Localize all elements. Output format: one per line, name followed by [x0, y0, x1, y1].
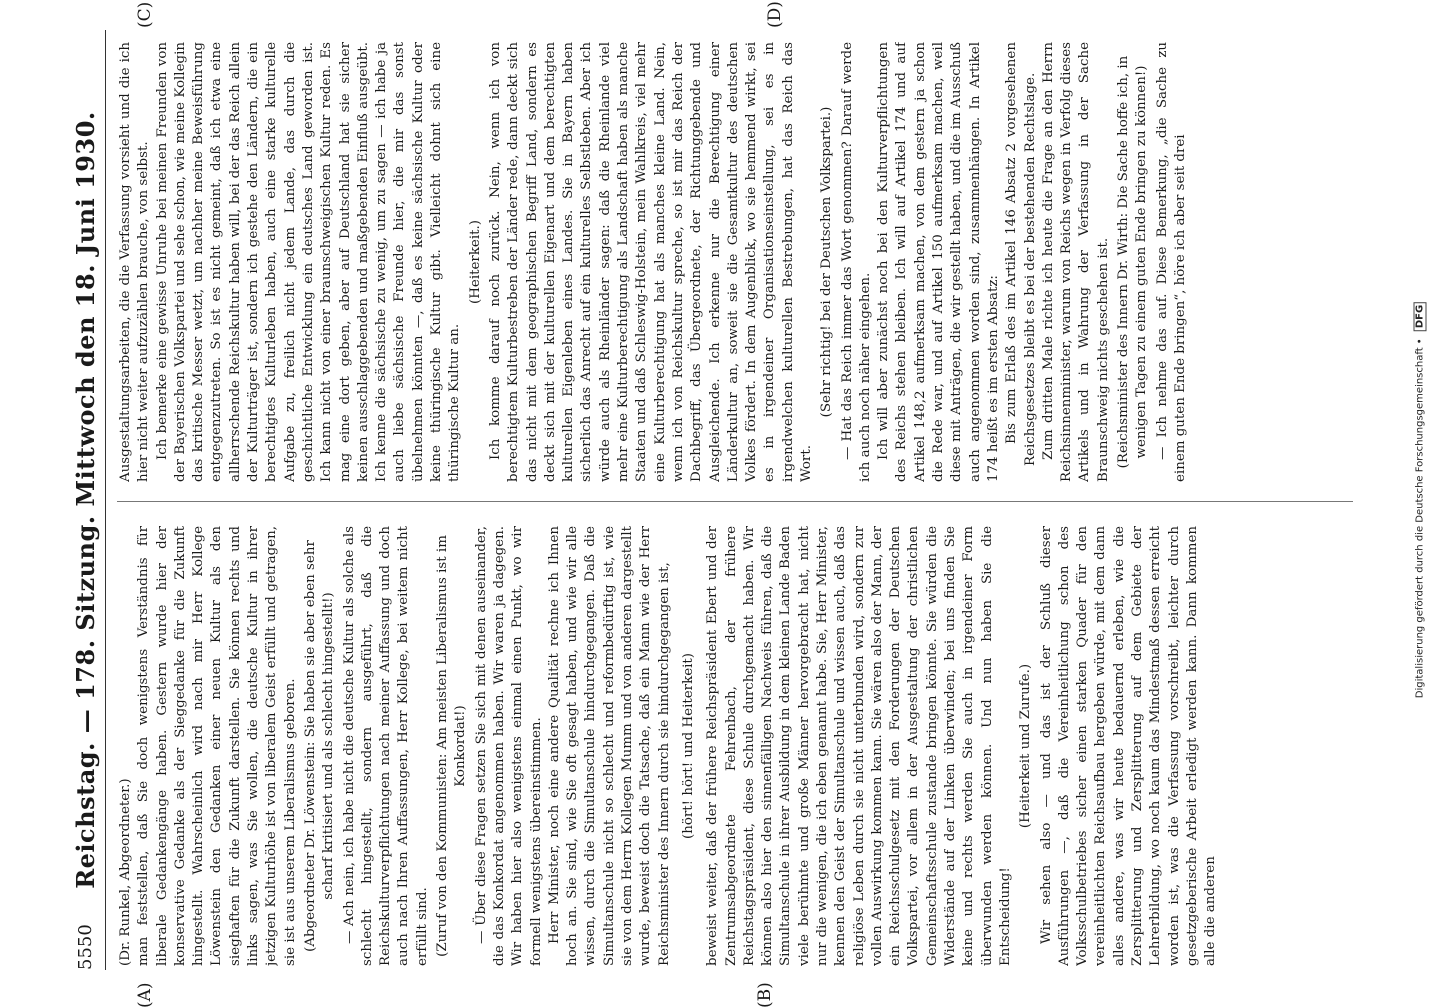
paragraph: man feststellen, daß Sie doch wenigstens Verständnis für liberale Gedankengänge haben. Gestern wurde hier der konservative Gedanke als der Sieggedanke für die Zukunft hingestellt. Wahrscheinlich wird nach mir Herr Kollege Löwenstein den Gedanken einer neuen Kultur als den sieghaften für die Zukunft darstellen. Sie können rechts und links sagen, was Sie wollen, die deutsche Kultur in ihrer jetzigen Kulturhöhe ist von liberalem Geist erfüllt und getragen, sie ist aus unserem Liberalismus geboren.: [136, 526, 298, 966]
digitization-credit: [1415, 302, 1426, 698]
margin-marker-c: (C): [135, 1, 155, 28]
interjection: (Abgeordneter Dr. Löwenstein: Sie haben sie aber eben sehr scharf kritisiert und als schlecht hingestellt!): [302, 540, 337, 952]
margin-marker-d: (D): [765, 1, 785, 28]
interjection: (hört! hört! und Heiterkeit): [680, 652, 696, 840]
running-title: Reichstag. — 178. Sitzung. Mittwoch den 18. Juni 1930.: [71, 111, 100, 889]
left-column: [117, 526, 1353, 966]
paragraph: Ich komme darauf noch zurück. Nein, wenn ich von berechtigtem Kulturbestreben der Länder rede, dann deckt sich das nicht mit dem geographischen Begriff Land, sondern es deckt sich mit der kulturellen Eigenart und dem berechtigten kulturellen Eigenleben eines Landes. Sie in Bayern haben sicherlich das Anrecht auf ein kulturelles Selbstleben. Aber ich würde auch als Rheinländer sagen: daß die Rheinlande viel mehr eine Kulturberechtigung als Landschaft haben als manche Staaten und daß Schleswig-Holstein, mein Wahlkreis, viel mehr eine Kulturberechtigung hat als manches kleine Land. Nein, wenn ich von Reichskultur spreche, so ist mir das Reich der Dachbegriff, das Übergeordnete, der Richtunggebende und Ausgleichende. Ich erkenne nur die Berechtigung einer Länderkultur an, soweit sie die Gesamtkultur des deutschen Volkes fördert. In dem Augenblick, wo sie hemmend wirkt, sei es in irgendeiner Organisationseinstellung, sei es in irgendwelchen kulturellen Bestrebungen, hat das Reich das Wort.: [487, 42, 814, 482]
paragraph: Ausgestaltungsarbeiten, die die Verfassung vorsieht und die ich hier nicht weiter aufzuzählen brauche, von selbst.: [118, 42, 152, 482]
paragraph: Ich will aber zunächst noch bei den Kulturverpflichtungen des Reichs stehen bleiben. Ich will auf Artikel 174 und auf Artikel 148,2 aufmerksam machen, von dem gestern ja schon die Rede war, und auf Artikel 150 aufmerksam machen, weil diese mit Anträgen, die wir gestellt haben, und die im Ausschuß auch angenommen worden sind, zusammenhängen. In Artikel 174 heißt es im ersten Absatz:: [876, 42, 1001, 482]
interjection: (Zuruf von den Kommunisten: Am meisten Liberalismus ist im Konkordat!): [435, 535, 469, 957]
quoted-article: Bis zum Erlaß des im Artikel 146 Absatz 2 vorgesehenen Reichsgesetzes bleibt es bei der bestehenden Rechtslage.: [1004, 42, 1038, 466]
margin-marker-a: (A): [135, 982, 155, 1008]
paragraph: — Ach nein, ich habe nicht die deutsche Kultur als solche als schlecht hingestellt, sondern ausgeführt, daß die Reichskulturverpflichtungen nach meiner Auffassung und doch auch nach Ihren Auffassungen, Herr Kollege, bei weitem nicht erfüllt sind.: [341, 526, 430, 966]
paragraph: Wir sehen also — und das ist der Schluß dieser Ausführungen —, daß die Vereinheitlichung schon des Volksschulbetriebes sicher einen starken Quader für den vereinheitlichten Reichsaufbau hergeben würde, mit dem dann alles andere, was wir heute bedauernd erleben, wie die Zersplitterung und Zersplitterung auf dem Gebiete der Lehrerbildung, wo noch kaum das Mindestmaß dessen erreicht worden ist, was die Verfassung vorschreibt, leichter durch gesetzgeberische Arbeit erledigt werden kann. Dann kommen alle die anderen: [1038, 526, 1219, 966]
margin-marker-b: (B): [755, 982, 775, 1008]
paragraph: — Über diese Fragen setzen Sie sich mit denen auseinander, die das Konkordat angenommen haben. Wir waren ja dagegen. Wir haben hier also wenigstens einmal einen Punkt, wo wir formell wenigstens übereinstimmen.: [473, 526, 544, 966]
credit-text: Digitalisierung gefördert durch die Deutsche Forschungsgemeinschaft •: [1414, 338, 1426, 699]
paragraph: Herr Minister, noch eine andere Qualität rechne ich Ihnen hoch an. Sie sind, wie Sie oft gesagt haben, und wie wir alle wissen, durch die Simultanschule hindurchgegangen. Daß die Simultanschule nicht so schlecht und reformbedürftig ist, wie sie von dem Herrn Kollegen Mumm und von anderen dargestellt wurde, beweist doch die Tatsache, daß ein Mann wie der Herr Reichsminister des Innern durch sie hindurchgegangen ist,: [546, 526, 672, 966]
column-divider: [117, 501, 1353, 502]
speaker-line: (Dr. Runkel, Abgeordneter.): [118, 778, 133, 966]
interjection: (Heiterkeit und Zurufe.): [1018, 663, 1034, 829]
dfg-logo: DFG: [1414, 302, 1427, 331]
paragraph: Ich bemerke eine gewisse Unruhe bei meinen Freunden von der Bayerischen Volkspartei und sehe schon, wie meine Kollegin das kritische Messer wetzt, um nachher meine Beweisführung entgegenzutreten. So ist es nicht gemeint, daß ich etwa eine allherrschende Reichskultur haben will, bei der das Reich allein der Kulturträger ist, sondern ich gestehe den Ländern, die ein berechtigtes Kulturleben haben, auch eine starke kulturelle Aufgabe zu, freilich nicht jedem Lande, das durch die geschichtliche Entwicklung ein deutsches Land geworden ist. Ich kann nicht von einer braunschweigischen Kultur reden. Es mag eine dort geben, aber auf Deutschland hat sie sicher keinen ausschlaggebenden und maßgebenden Einfluß ausgeübt. Ich kenne die sächsische zu wenig, um zu sagen — ich habe ja auch liebe sächsische Freunde hier, die mir das sonst übelnehmen könnten —, daß es keine sächsische Kultur oder keine thüringische Kultur gibt. Vielleicht dohnt sich eine thüringische Kultur an.: [154, 42, 463, 482]
header-rule: [105, 30, 106, 970]
rotated-page: [65, 1, 1365, 1008]
page-header: [69, 30, 109, 970]
interjection: (Sehr richtig! bei der Deutschen Volkspartei.): [819, 106, 835, 418]
interjection: (Heiterkeit.): [467, 220, 483, 304]
page-number: 5550: [75, 924, 96, 970]
right-column: [117, 42, 1353, 482]
paragraph: — Hat das Reich immer das Wort genommen? Darauf werde ich auch noch näher eingehen.: [839, 42, 873, 482]
paragraph: — Ich nehme das auf. Diese Bemerkung, „die Sache zu einem guten Ende bringen“, höre ich aber seit drei: [1154, 42, 1188, 482]
interjection: (Reichsminister des Innern Dr. Wirth: Die Sache hoffe ich, in wenigen Tagen zu einem guten Ende bringen zu können!): [1116, 55, 1150, 469]
paragraph: beweist weiter, daß der frühere Reichspräsident Ebert und der Zentrumsabgeordnete Fehrenbach, der frühere Reichstagspräsident, diese Schule durchgemacht haben. Wir können also hier den sinnenfälligen Nachweis führen, daß die Simultanschule in ihrer Ausbildung in dem kleinen Lande Baden viele berühmte und große Männer hervorgebracht hat, nicht nur die wenigen, die ich eben genannt habe. Sie, Herr Minister, kennen den Geist der Simultanschule und wissen auch, daß das religiöse Leben durch sie nicht unterbunden wird, sondern zur vollen Auswirkung kommen kann. Sie wären also der Mann, der ein Reichsschulgesetz mit den Forderungen der Deutschen Volkspartei, vor allem in der Ausgestaltung der christlichen Gemeinschaftsschule zustande bringen könnte. Sie würden die Widerstände auf der Linken überwinden; bei uns finden Sie keine und rechts werden Sie auch in irgendeiner Form überwunden werden können. Und nun haben Sie die Entscheidung!: [705, 526, 1013, 966]
paragraph: Zum dritten Male richte ich heute die Frage an den Herrn Reichsinnenminister, warum von Reichs wegen in Verfolg dieses Artikels und in Wahrung der Verfassung in der Sache Braunschweig nichts geschehen ist.: [1040, 42, 1111, 482]
